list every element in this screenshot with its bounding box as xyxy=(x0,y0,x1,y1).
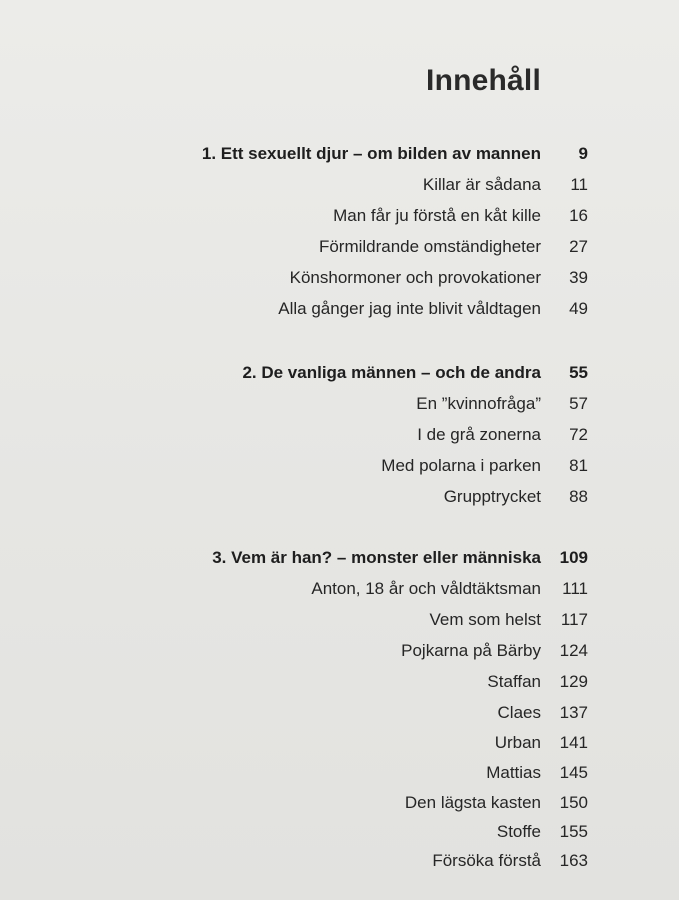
toc-page-number: 129 xyxy=(559,672,588,691)
toc-chapter-1 xyxy=(0,138,679,164)
toc-entry-title: Stoffe xyxy=(496,822,541,841)
toc-entry-title: Alla gånger jag inte blivit våldtagen xyxy=(278,299,541,318)
toc-entry xyxy=(0,757,679,783)
toc-page-number: 55 xyxy=(569,363,588,382)
toc-page-number: 11 xyxy=(570,175,588,194)
toc-page-number: 16 xyxy=(569,206,588,225)
toc-entry-title: Urban xyxy=(494,733,541,752)
toc-entry xyxy=(0,450,679,476)
toc-entry-title: Staffan xyxy=(487,672,541,691)
toc-page-number: 111 xyxy=(562,579,588,598)
toc-page-number: 81 xyxy=(569,456,588,475)
toc-page-number: 72 xyxy=(569,425,588,444)
toc-entry-title: Mattias xyxy=(486,763,541,782)
toc-entry xyxy=(0,727,679,753)
toc-entry-title: Anton, 18 år och våldtäktsman xyxy=(311,579,541,598)
toc-chapter-title: 1. Ett sexuellt djur – om bilden av mannen xyxy=(201,144,541,163)
toc-entry xyxy=(0,262,679,288)
toc-entry-title: Man får ju förstå en kåt kille xyxy=(333,206,541,225)
toc-entry-title: I de grå zonerna xyxy=(417,425,541,444)
toc-page-number: 141 xyxy=(559,733,588,752)
toc-page-number: 57 xyxy=(569,394,588,413)
toc-entry xyxy=(0,787,679,813)
toc-entry xyxy=(0,845,679,871)
toc-chapter-title: 3. Vem är han? – monster eller människa xyxy=(212,548,541,567)
toc-page-number: 27 xyxy=(569,237,588,256)
toc-page-number: 150 xyxy=(559,793,588,812)
toc-entry-title: Killar är sådana xyxy=(422,175,541,194)
toc-entry xyxy=(0,697,679,723)
toc-entry-title: Med polarna i parken xyxy=(381,456,541,475)
toc-chapter-title: 2. De vanliga männen – och de andra xyxy=(242,363,541,382)
toc-heading: Innehåll xyxy=(426,64,541,97)
toc-entry xyxy=(0,635,679,661)
toc-entry-title: Försöka förstå xyxy=(432,851,541,870)
toc-page-number: 137 xyxy=(559,703,588,722)
toc-entry xyxy=(0,419,679,445)
toc-chapter-3 xyxy=(0,542,679,568)
toc-entry-title: Claes xyxy=(497,703,541,722)
toc-entry xyxy=(0,816,679,842)
toc-page-number: 39 xyxy=(569,268,588,287)
toc-page-number: 155 xyxy=(559,822,588,841)
toc-entry-title: Förmildrande omständigheter xyxy=(318,237,541,256)
toc-entry xyxy=(0,388,679,414)
toc-entry-title: Vem som helst xyxy=(429,610,541,629)
toc-page-number: 163 xyxy=(559,851,588,870)
toc-entry-title: En ”kvinnofråga” xyxy=(416,394,541,413)
toc-page-number: 9 xyxy=(578,144,588,163)
toc-entry xyxy=(0,573,679,599)
toc-entry-title: Den lägsta kasten xyxy=(404,793,541,812)
toc-entry xyxy=(0,481,679,507)
toc-entry xyxy=(0,293,679,319)
toc-page-number: 109 xyxy=(559,548,588,567)
toc-entry xyxy=(0,231,679,257)
toc-entry xyxy=(0,604,679,630)
toc-page-number: 88 xyxy=(569,487,588,506)
toc-entry xyxy=(0,666,679,692)
toc-page-number: 145 xyxy=(559,763,588,782)
toc-entry xyxy=(0,200,679,226)
toc-entry-title: Könshormoner och provokationer xyxy=(289,268,541,287)
toc-entry xyxy=(0,169,679,195)
toc-entry-title: Grupptrycket xyxy=(443,487,541,506)
toc-entry-title: Pojkarna på Bärby xyxy=(401,641,541,660)
toc-page-number: 117 xyxy=(560,610,588,629)
toc-page-number: 124 xyxy=(559,641,588,660)
toc-chapter-2 xyxy=(0,357,679,383)
toc-page-number: 49 xyxy=(569,299,588,318)
